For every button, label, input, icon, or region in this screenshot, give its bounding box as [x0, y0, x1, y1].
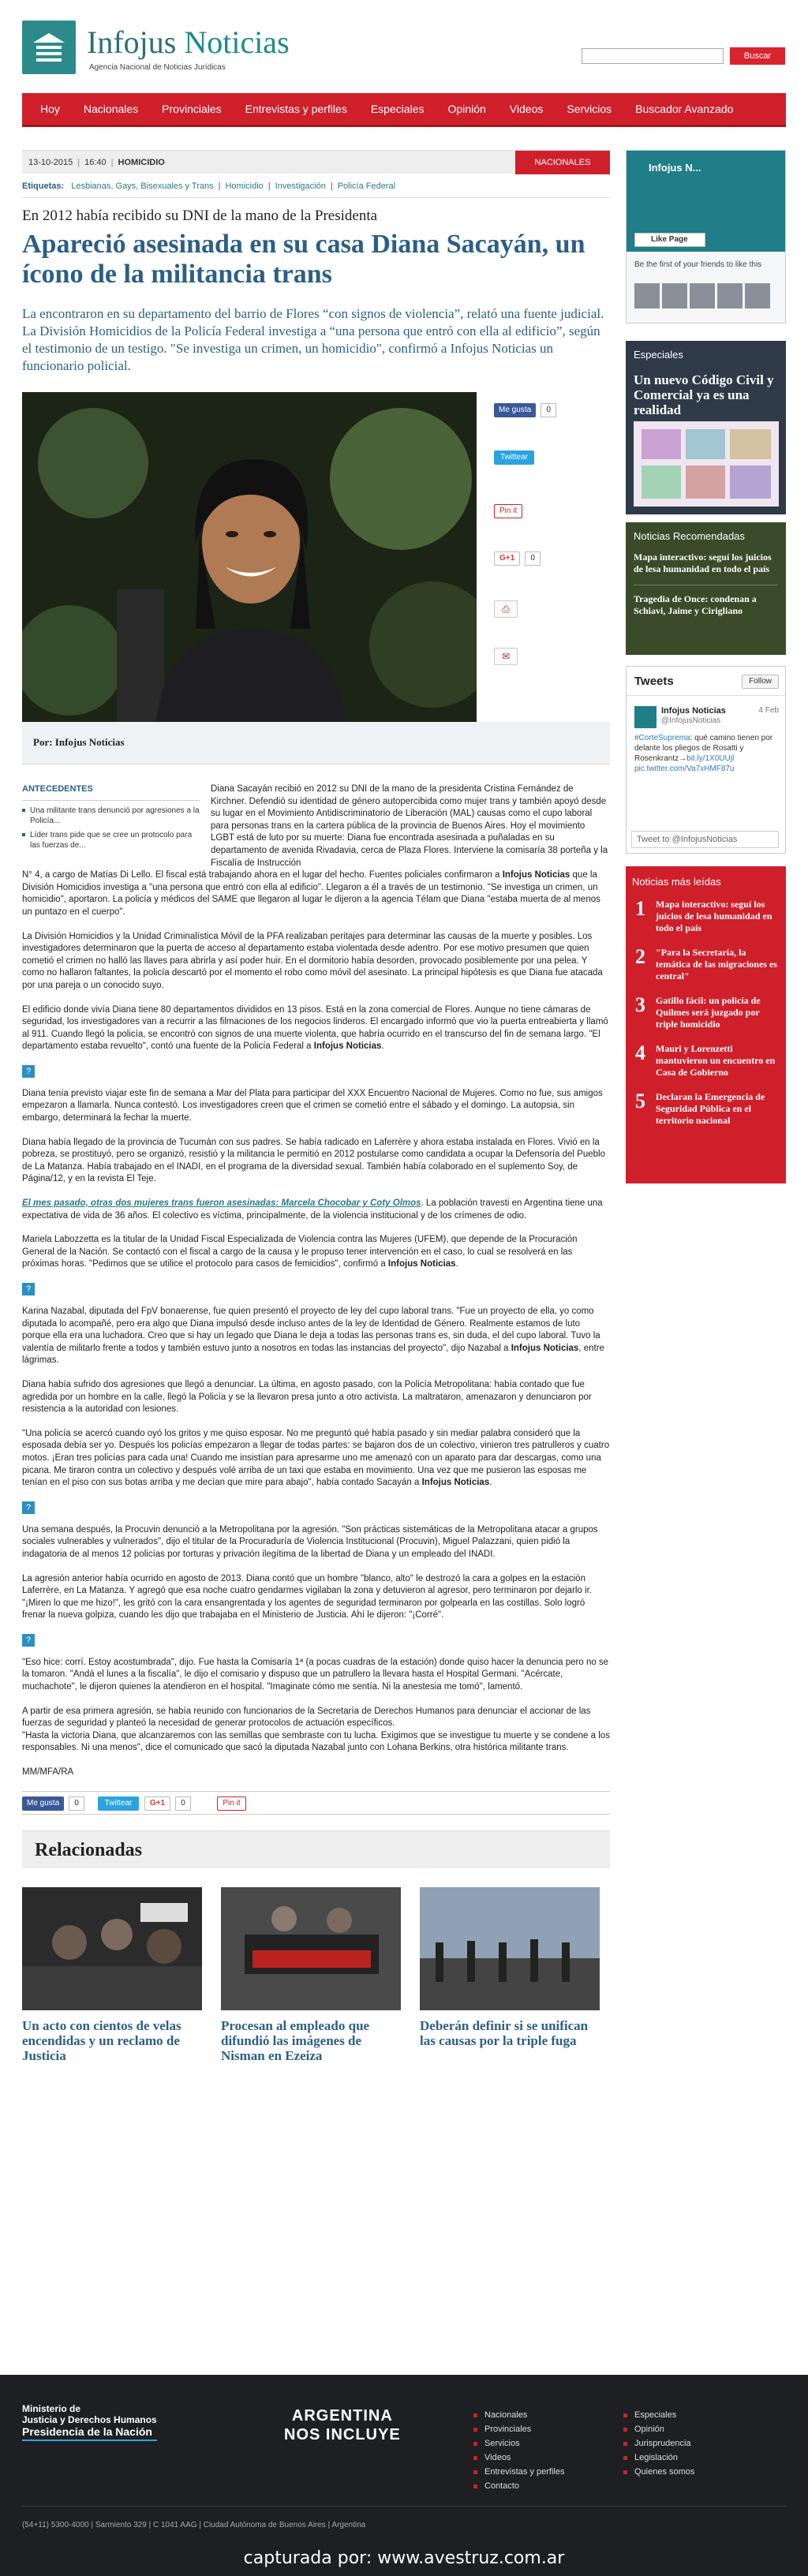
mas-leidas-title: Noticias más leídas — [632, 876, 721, 888]
facebook-friends-text: Be the first of your friends to like this — [634, 260, 762, 269]
body-paragraph: Diana había llegado de la provincia de Tucumán con sus padres. Se había radicado en Laferrère y ahora estaba instalada en Flores. Vivió en la pobreza, se prostituyó, pero se organizó, resistió y la militancia le permitió en 2012 postularse como candidata a ocupar la Defensoría del Pueblo de La Matanza. Había trabajado en el INADI, en el programa de la diversidad sexual. También había colaborado en el suplemento Soy, de Página/12, y en la revista El Teje. — [22, 1137, 605, 1184]
embed-placeholder-icon: ? — [22, 1501, 35, 1514]
search-button[interactable]: Buscar — [730, 47, 785, 65]
nav-item[interactable]: Opinión — [447, 103, 486, 115]
capture-credit: capturada por: www.avestruz.com.ar — [243, 2548, 565, 2568]
nav-item[interactable]: Servicios — [567, 103, 612, 115]
tweet-input[interactable]: Tweet to @InfojusNoticias — [631, 831, 779, 848]
related-image — [221, 1887, 401, 2010]
tag-link[interactable]: Policía Federal — [337, 181, 396, 191]
recomendada-item[interactable]: Mapa interactivo: seguí los juicios de lesa humanidad en todo el país — [634, 551, 772, 574]
ministerio-logo[interactable]: Ministerio de Justicia y Derechos Humanos Presidencia de la Nación — [22, 2403, 157, 2441]
article-meta: 13-10-2015 | 16:40 | HOMICIDIO NACIONALES — [22, 150, 610, 174]
footer-link[interactable]: Legislación — [623, 2451, 694, 2465]
related-item[interactable] — [22, 1887, 202, 2063]
facebook-like-button[interactable]: Me gusta — [22, 1796, 64, 1811]
footer-links-2 — [623, 2408, 694, 2479]
footer-link[interactable]: Nacionales — [473, 2408, 564, 2422]
tweet-date[interactable]: 4 Feb — [758, 706, 779, 715]
antecedente-link[interactable]: Una militante trans denunció por agresiones a la Policía... — [22, 806, 200, 826]
body-paragraph: N° 4, a cargo de Matías Di Lello. El fiscal está trabajando ahora en el lugar del hecho. Fuentes policiales confirmaron a Infojus Noticias que la División Homicidios investiga a "una persona que entró con ella al edificio". Llegaron a él a través de un testimonio. "Se investiga un crimen, un homicidio", aportaron. La policía y médicos del SAME que llegaron al lugar le dijeron a la agencia Télam que Diana "estaba muerta de al menos un puntazo en el cuerpo". — [22, 870, 600, 917]
especiales-item[interactable]: Un nuevo Código Civil y Comercial ya es una realidad — [634, 372, 774, 417]
search-input[interactable] — [582, 48, 724, 64]
antecedente-link[interactable]: Líder trans pide que se cree un protocolo para las fuerzas de... — [22, 830, 200, 851]
body-paragraph: A partir de esa primera agresión, se había reunido con funcionarios de la Secretaría de Derechos Humanos para denunciar el accionar de las fuerzas de seguridad y planteó la necesidad de generar protocolos de actuación específicos. "Hasta la victoria Diana, que alcanzaremos con las semillas que sembraste con tu lucha. Exigimos que se investigue tu muerte y se condene a los responsables. Ni una menos", dice el comunicado que sacó la diputada Nazabal junto con Lohana Berkins, otra histórica militante trans. — [22, 1706, 610, 1753]
related-title[interactable]: Deberán definir si se unifican las causas por la triple fuga — [420, 2017, 589, 2048]
mas-leidas-item[interactable]: 1 Mapa interactivo: seguí los juicios de lesa humanidad en todo el país — [635, 897, 772, 933]
body-paragraph: "Una policía se acercó cuando oyó los gritos y me quiso esposar. No me preguntó qué había pasado y sin mediar palabra consideró que la esposada debía ser yo. Después los policías empezaron a llegar de todas partes: se bajaron dos de un colectivo, vinieron tres patrulleros y cuatro motos. ¡Eran tres policías para cada una! Cuando me insistían para apresarme uno me amenazó con un aparato para dar descargas, como una picana. Me tiraron contra un colectivo y después volé arriba de un taxi que estaba en movimiento. Una vez que me pusieron las esposas me tenían en el piso con sus botas arriba y me decían que mire para abajo", había contado Sacayán a Infojus Noticias. — [22, 1428, 610, 1488]
facebook-faces — [634, 283, 770, 308]
facebook-page-banner[interactable]: Infojus N... — [627, 151, 785, 252]
footer-link[interactable]: Quienes somos — [623, 2465, 694, 2479]
sidebar — [626, 150, 786, 1183]
argentina-logo[interactable]: ARGENTINA NOS INCLUYE — [284, 2407, 401, 2443]
especiales-title: Especiales — [634, 349, 683, 361]
nav-item[interactable]: Videos — [509, 103, 544, 115]
mas-leidas-item[interactable]: 3 Gatillo fácil: un policía de Quilmes será juzgado por triple homicidio — [635, 993, 761, 1030]
logo-subtitle: Agencia Nacional de Noticias Jurídicas — [89, 63, 226, 72]
body-paragraph: Mariela Labozzetta es la titular de la Unidad Fiscal Especializada de Violencia contra las Mujeres (UFEM), que depende de la Procuración General de la Nación. Se contactó con el fiscal a cargo de la causa y le propuso tener intervención en el caso, lo cual se resolverá en las próximas horas. "Pedimos que se utilice el protocolo para casos de femicidios", confirmó a Infojus Noticias. — [22, 1235, 578, 1269]
site-footer — [0, 2375, 808, 2576]
related-item[interactable] — [420, 1887, 600, 2048]
recomendada-item[interactable]: Tragedia de Once: condenan a Schiavi, Jaime y Cirigliano — [634, 593, 757, 616]
nav-item[interactable]: Provinciales — [162, 103, 222, 115]
footer-link[interactable]: Entrevistas y perfiles — [473, 2465, 564, 2479]
related-inline-link[interactable]: El mes pasado, otras dos mujeres trans fueron asesinadas: Marcela Chocobar y Coty Olmos — [22, 1198, 421, 1209]
body-paragraph: La División Homicidios y la Unidad Criminalística Móvil de la PFA realizaban peritajes para determinar las causas de la muerte y posibles. Los investigadores determinaron que la puerta de acceso al departamento estaba violentada desde adentro. Por ese motivo presumen que quien cometió el crimen no halló las llaves para abrirla y así poder huir. En el dormitorio había desorden, provocado posiblemente por una pelea. Y como no hallaron faltantes, la policía descartó por el momento el robo como móvil del asesinato. La principal hipótesis es que Diana fue atacada por una pareja o un conocido suyo. — [22, 931, 603, 990]
especiales-image — [634, 421, 779, 507]
tweet-handle[interactable]: @InfojusNoticias — [661, 716, 721, 725]
recomendadas-title: Noticias Recomendadas — [634, 530, 745, 542]
tags-bar: Etiquetas: Lesbianas, Gays, Bisexuales y Trans | Homicidio | Investigación | Policía Federal — [22, 174, 610, 198]
body-paragraph: "Eso hice: corrí. Estoy acostumbrada", dijo. Fue hasta la Comisaría 1ª (a pocas cuadras de la estación) donde quiso hacer la denuncia pero no se la tomaron. "Andá el lunes a la fiscalía", le dijo el comisario y dispuso que un patrullero la llevara hasta el Hospital Germani. "Acércate, muchachote", le dijeron quienes la atendieron en el hospital. "Imaginate cómo me sentía. Ni la anestesia me tomó", lamentó. — [22, 1657, 609, 1692]
photo-row — [22, 392, 610, 765]
google-plus-button[interactable]: G+1 — [494, 551, 520, 566]
body-paragraph: El mes pasado, otras dos mujeres trans fueron asesinadas: Marcela Chocobar y Coty Olmos. La población travesti en Argentina tiene una expectativa de vida de 36 años. El colectivo es víctima, principalmente, de la violencia institucional y de los crímenes de odio. — [22, 1198, 603, 1221]
body-paragraph: Diana tenía previsto viajar este fin de semana a Mar del Plata para participar del XXX Encuentro Nacional de Mujeres. Como no fue, sus amigos empezaron a llamarla. Nunca contestó. Los investigadores creen que el crimen se cometió entre el sábado y el domingo. La autopsia, sin embargo, determinará la fechar la muerte. — [22, 1088, 603, 1123]
related-image — [22, 1887, 202, 2010]
tweet-text: #CorteSuprema: qué camino tienen por delante los pliegos de Rosatti y Rosenkrantz→bit.ly/1X0UUjl pic.twitter.com/Va7xHMF87u — [634, 734, 773, 773]
mas-leidas-item[interactable]: 5 Declaran la Emergencia de Seguridad Pública en el territorio nacional — [635, 1090, 765, 1126]
footer-link[interactable]: Jurisprudencia — [623, 2436, 694, 2451]
logo-mark — [22, 21, 76, 74]
body-paragraph: Diana había sufrido dos agresiones que llegó a denunciar. La última, en agosto pasado, con la Policía Metropolitana: había contado que fue agredida por un hombre en la calle, llegó la Policía y se la llevaron presa junto a otro activista. La maltrataron, amenazaron y denunciaron por resistencia a la autoridad con lesiones. — [22, 1379, 592, 1415]
article-section[interactable]: HOMICIDIO — [118, 158, 165, 167]
article-body — [22, 783, 610, 1779]
footer-link[interactable]: Opinión — [623, 2422, 694, 2436]
tweet-author[interactable]: Infojus Noticias — [661, 706, 726, 716]
twitter-avatar[interactable] — [634, 706, 656, 728]
nav-item[interactable]: Entrevistas y perfiles — [245, 103, 347, 115]
share-google — [494, 551, 597, 566]
mas-leidas-box — [626, 866, 786, 1183]
related-title[interactable]: Procesan al empleado que difundió las imágenes de Nisman en Ezeiza — [221, 2017, 370, 2063]
antecedentes-box — [22, 783, 200, 854]
main-nav — [22, 93, 786, 127]
site-logo[interactable] — [22, 19, 369, 82]
body-paragraph: Diana Sacayán recibió en 2012 su DNI de la mano de la presidenta Cristina Fernández de Kirchner. Defendió su identidad de género autopercibida como mujer trans y también apoyó desde su lugar en el Movimiento Antidiscriminatorio de Liberación (MAL) causas como el cupo laboral para personas trans en la cartera pública de la provincia de Buenos Aires. Hoy el movimiento LGBT está de luto por su muerte: Diana fue encontrada asesinada a puñaladas en su departamento de avenida Rivadavia, cerca de Plaza Flores. Interviene la comisaría 38 porteña y la Fiscalía de Instrucción — [211, 784, 608, 868]
mas-leidas-item[interactable]: 2 "Para la Secretaría, la temática de las migraciones es central" — [635, 945, 777, 981]
article-kicker: En 2012 había recibido su DNI de la mano de la Presidenta — [22, 208, 378, 224]
nav-item[interactable]: Buscador Avanzado — [635, 103, 734, 115]
antecedentes-title: ANTECEDENTES — [22, 783, 200, 801]
facebook-page-widget — [626, 150, 786, 323]
footer-link[interactable]: Videos — [473, 2451, 564, 2465]
print-icon[interactable]: ⎙ — [494, 600, 518, 618]
tag-link[interactable]: Lesbianas, Gays, Bisexuales y Trans — [71, 181, 214, 191]
pinterest-button[interactable]: Pin it — [494, 504, 522, 518]
tags-label: Etiquetas: — [22, 181, 65, 191]
tag-link[interactable]: Homicidio — [225, 181, 264, 191]
footer-link[interactable]: Servicios — [473, 2436, 564, 2451]
author-signature: MM/MFA/RA — [22, 1767, 74, 1778]
body-paragraph: El edificio donde vivía Diana tiene 80 departamentos divididos en 13 pisos. Está en la zona comercial de Flores. Aunque no tiene cámaras de seguridad, los investigadores van a recurrir a las filmaciones de los negocios linderos. El encargado informó que vio la puerta entreabierta y llamó al 911. Cuando llegó la policía, se encontró con signos de una muerte violenta, que habría ocurrido en el transcurso del fin de semana largo. "El departamento estaba revuelto", contó una fuente de la Policía Federal a Infojus Noticias. — [22, 1004, 608, 1052]
facebook-count: 0 — [69, 1796, 84, 1811]
bottom-share-bar — [22, 1791, 610, 1815]
twitter-follow-button[interactable]: Follow — [742, 675, 779, 689]
email-icon[interactable]: ✉ — [494, 648, 518, 665]
nav-item[interactable]: Nacionales — [83, 103, 139, 115]
related-image — [420, 1887, 600, 2010]
tag-link[interactable]: Investigación — [275, 181, 326, 191]
byline: Por: Infojus Noticias — [22, 722, 610, 765]
body-paragraph: Una semana después, la Procuvin denunció a la Metropolitana por la agresión. "Son prácticas sistemáticas de la Metropolitana atacar a grupos sociales vulnerables y vulnerados", dijo el titular de la Procuraduría de Violencia Institucional (Procuvin), Miguel Palazzani, quien pidió la indagatoria de al menos 12 policías por torturas y privación ilegítima de la libertad de Diana y un empleado del INADI. — [22, 1524, 598, 1559]
google-plus-count: 0 — [175, 1796, 191, 1811]
footer-link[interactable]: Contacto — [473, 2479, 564, 2493]
tweets-title: Tweets — [634, 675, 674, 688]
embed-placeholder-icon: ? — [22, 1065, 35, 1078]
body-paragraph: La agresión anterior había ocurrido en agosto de 2013. Diana contó que un hombre "blanco, alto" le destrozó la cara a golpes en la estación Laferrère, en La Matanza. Y agregó que esa noche cuatro gendarmes vigilaban la zona y detuvieron al agresor, pero terminaron por dejarlo ir. "¡Miren lo que me hizo!", les gritó con la cara ensangrentada y los agentes de seguridad terminaron por golpearla en las costillas. Solo logró frenar la nueva golpiza, cuando les dijo que trabajaba en el Ministerio de Justicia. Ahí le dijeron: "¡Corré". — [22, 1573, 592, 1621]
article-time: 16:40 — [84, 158, 107, 167]
nav-item[interactable]: Hoy — [40, 103, 60, 115]
article-column — [22, 150, 610, 2063]
embed-placeholder-icon: ? — [22, 1634, 35, 1647]
share-twitter — [494, 451, 597, 465]
google-plus-button[interactable]: G+1 — [144, 1796, 170, 1811]
share-facebook — [494, 403, 597, 417]
embed-placeholder-icon: ? — [22, 1283, 35, 1295]
related-title[interactable]: Un acto con cientos de velas encendidas y un reclamo de Justicia — [22, 2017, 181, 2063]
related-header: Relacionadas — [22, 1830, 610, 1868]
share-print — [494, 600, 597, 618]
twitter-tweet-button[interactable]: Twittear — [494, 451, 534, 465]
facebook-like-button[interactable]: Me gusta — [494, 403, 536, 417]
facebook-like-page-button[interactable]: Like Page — [634, 233, 705, 247]
facebook-count: 0 — [541, 403, 556, 417]
article-title: Apareció asesinada en su casa Diana Sacayán, un ícono de la militancia trans — [22, 230, 585, 289]
twitter-widget — [626, 666, 786, 854]
share-email — [494, 648, 597, 665]
article-date: 13-10-2015 — [28, 158, 73, 167]
site-header — [0, 0, 808, 93]
footer-link[interactable]: Provinciales — [473, 2422, 564, 2436]
nav-item[interactable]: Especiales — [370, 103, 425, 115]
footer-address: (54+11) 5300-4000 | Sarmiento 329 | C 1041 AAG | Ciudad Autónoma de Buenos Aires | Argentina — [22, 2521, 366, 2529]
footer-links-1 — [473, 2408, 564, 2493]
related-section — [22, 1830, 610, 2063]
category-badge[interactable]: NACIONALES — [515, 151, 610, 174]
pinterest-button[interactable]: Pin it — [217, 1796, 245, 1811]
logo-name: Infojus Noticias — [87, 24, 290, 60]
google-plus-count: 0 — [525, 551, 541, 566]
share-pinterest — [494, 504, 597, 518]
article-lead: La encontraron en su departamento del barrio de Flores “con signos de violencia”, relató una fuente judicial. La División Homicidios de la Policía Federal investiga a “una persona que entró con ella al edificio”, según el testimonio de un testigo. "Se investiga un crimen, un homicidio", confirmó a Infojus Noticias un funcionario policial. — [22, 306, 604, 373]
especiales-box[interactable] — [626, 341, 786, 514]
body-paragraph: Karina Nazabal, diputada del FpV bonaerense, fue quien presentó el proyecto de ley del cupo laboral trans. "Fue un proyecto de ella, yo como diputada lo acompañé, pero era algo que Diana impulsó desde incluso antes de la ley de Identidad de Género. Realmente estamos de luto porque ella era una luchadora. Creo que si hay un legado que Diana le deja a todas las personas trans es, sin duda, el del cupo laboral. Tuvo la valentía de militarlo frente a todos y también estuvo junto a nosotros en todas las instancias del proyecto", dijo Nazabal a Infojus Noticias, entre lágrimas. — [22, 1307, 604, 1366]
recomendadas-box — [626, 522, 786, 655]
article-photo — [22, 392, 477, 722]
mas-leidas-item[interactable]: 4 Mauri y Lorenzetti mantuvieron un encuentro en Casa de Gobierno — [635, 1041, 776, 1078]
related-item[interactable] — [221, 1887, 401, 2063]
footer-link[interactable]: Especiales — [623, 2408, 694, 2422]
twitter-tweet-button[interactable]: Twittear — [98, 1796, 138, 1811]
